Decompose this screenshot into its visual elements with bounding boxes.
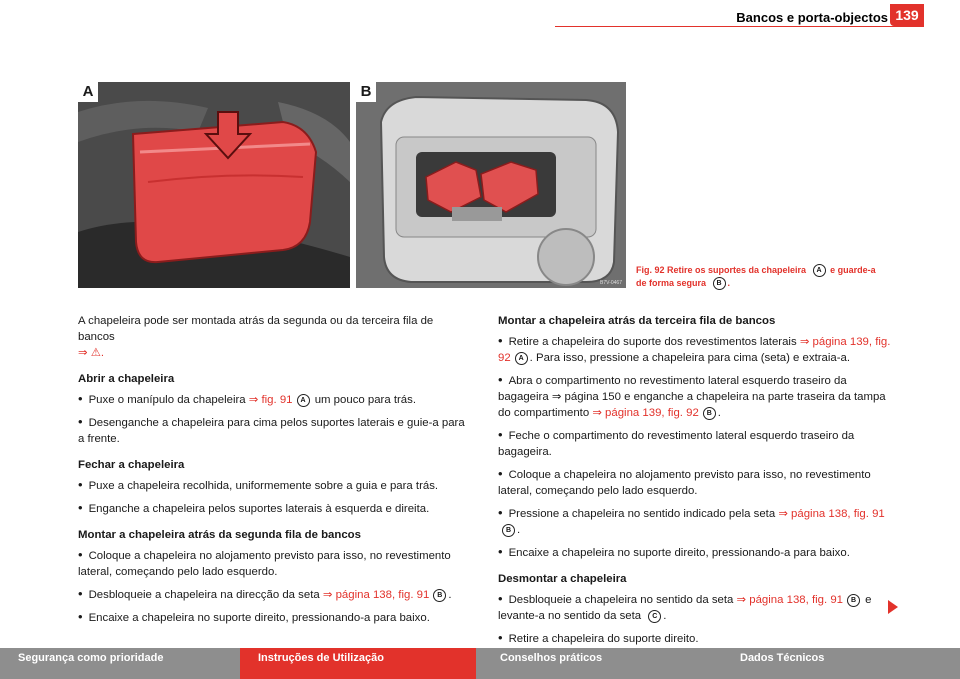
bullet-icon: • <box>498 544 503 559</box>
xref-link[interactable]: ⇒ página 138, fig. 91 <box>778 508 885 520</box>
header-rule <box>555 26 924 27</box>
callout-badge: B <box>703 407 716 420</box>
continue-arrow-icon[interactable] <box>888 600 898 614</box>
left-column <box>78 313 470 632</box>
callout-badge: A <box>515 352 528 365</box>
bullet-icon: • <box>498 427 503 442</box>
intro-paragraph: A chapeleira pode ser montada atrás da segunda ou da terceira fila de bancos ⇒ ⚠. <box>78 315 434 359</box>
bullet-icon: • <box>78 586 83 601</box>
callout-badge: B <box>502 524 515 537</box>
heading-mount-second-row: Montar a chapeleira atrás da segunda fila de bancos <box>78 529 361 541</box>
page-header-title: Bancos e porta-objectos <box>736 10 888 25</box>
list-item: • Feche o compartimento do revestimento lateral esquerdo traseiro da bagageira. <box>498 427 855 458</box>
bullet-icon: • <box>78 500 83 515</box>
list-item: • Pressione a chapeleira no sentido indicado pela seta ⇒ página 138, fig. 91B . <box>498 505 885 536</box>
page-number: 139 <box>890 4 924 26</box>
list-item: • Desbloqueie a chapeleira na direcção da seta ⇒ página 138, fig. 91 B . <box>78 586 452 601</box>
tab-practical-tips[interactable]: Conselhos práticos <box>500 652 603 664</box>
bullet-icon: • <box>78 391 83 406</box>
figure-panel-a <box>78 82 350 288</box>
bullet-icon: • <box>498 466 503 481</box>
list-item: • Desenganche a chapeleira para cima pelos suportes laterais e guie-a para a frente. <box>78 414 465 445</box>
xref-link[interactable]: ⇒ página 138, fig. 91 <box>736 594 843 606</box>
panel-b-label: B <box>356 82 376 102</box>
list-item: • Coloque a chapeleira no alojamento previsto para isso, no revestimento lateral, começando pelo lado esquerdo. <box>498 466 871 497</box>
callout-badge: A <box>297 394 310 407</box>
list-item: • Encaixe a chapeleira no suporte direito, pressionando-a para baixo. <box>78 609 430 624</box>
xref-link[interactable]: ⇒ página 138, fig. 91 <box>322 589 430 601</box>
tab-safety[interactable]: Segurança como prioridade <box>18 652 164 664</box>
list-item: • Retire a chapeleira do suporte direito. <box>498 630 699 645</box>
xref-link[interactable]: ⇒ página 139, fig. 92 <box>592 407 699 419</box>
list-item: • Enganche a chapeleira pelos suportes laterais à esquerda e direita. <box>78 500 430 515</box>
figure-92 <box>78 82 626 288</box>
list-item: • Coloque a chapeleira no alojamento previsto para isso, no revestimento lateral, começando pelo lado esquerdo. <box>78 547 451 578</box>
tab-instructions[interactable]: Instruções de Utilização <box>240 648 476 679</box>
bullet-icon: • <box>78 609 83 624</box>
callout-badge: C <box>648 610 661 623</box>
panel-a-illustration <box>78 82 350 288</box>
bullet-icon: • <box>78 477 83 492</box>
callout-b-badge: B <box>713 277 726 290</box>
panel-b-illustration <box>356 82 626 288</box>
footer-nav <box>0 648 960 679</box>
bullet-icon: • <box>78 414 83 429</box>
bullet-icon: • <box>498 630 503 645</box>
warning-reference[interactable]: ⇒ ⚠. <box>78 347 105 359</box>
bullet-icon: • <box>498 505 503 520</box>
figure-caption: Fig. 92 Retire os suportes da chapeleira A e guarde-a de forma segura B . <box>636 265 876 288</box>
list-item: • Puxe o manípulo da chapeleira ⇒ fig. 91 A um pouco para trás. <box>78 391 416 406</box>
list-item: • Encaixe a chapeleira no suporte direito, pressionando-a para baixo. <box>498 544 850 559</box>
callout-a-badge: A <box>813 264 826 277</box>
tab-technical-data[interactable]: Dados Técnicos <box>740 652 825 664</box>
list-item: • Puxe a chapeleira recolhida, uniformemente sobre a guia e para trás. <box>78 477 439 492</box>
bullet-icon: • <box>498 333 503 348</box>
bullet-icon: • <box>498 591 503 606</box>
right-column <box>498 313 898 653</box>
list-item: • Retire a chapeleira do suporte dos revestimentos laterais ⇒ página 139, fig. 92 A . Para isso, pressione a chapeleira para cima (seta) e extraia-a. <box>498 333 891 364</box>
panel-a-label: A <box>78 82 98 102</box>
heading-mount-third-row: Montar a chapeleira atrás da terceira fila de bancos <box>498 315 776 327</box>
list-item: • Abra o compartimento no revestimento lateral esquerdo traseiro da bagageira ⇒ página 150 e enganche a chapeleira na parte traseira da tampa do compartimento ⇒ página 139, fig. 92 B . <box>498 372 886 419</box>
figure-panel-b <box>356 82 626 288</box>
figure-code: B7V-0467 <box>600 280 622 286</box>
callout-badge: B <box>847 594 860 607</box>
xref-link[interactable]: ⇒ página 139, fig. 92 <box>498 336 891 364</box>
heading-close: Fechar a chapeleira <box>78 459 185 471</box>
bullet-icon: • <box>498 372 503 387</box>
list-item: • Desbloqueie a chapeleira no sentido da seta ⇒ página 138, fig. 91 B e levante-a no sentido da seta C . <box>498 591 872 622</box>
bullet-icon: • <box>78 547 83 562</box>
xref-link[interactable]: ⇒ fig. 91 <box>248 394 293 406</box>
heading-open: Abrir a chapeleira <box>78 373 175 385</box>
callout-badge: B <box>433 589 446 602</box>
heading-remove: Desmontar a chapeleira <box>498 573 627 585</box>
